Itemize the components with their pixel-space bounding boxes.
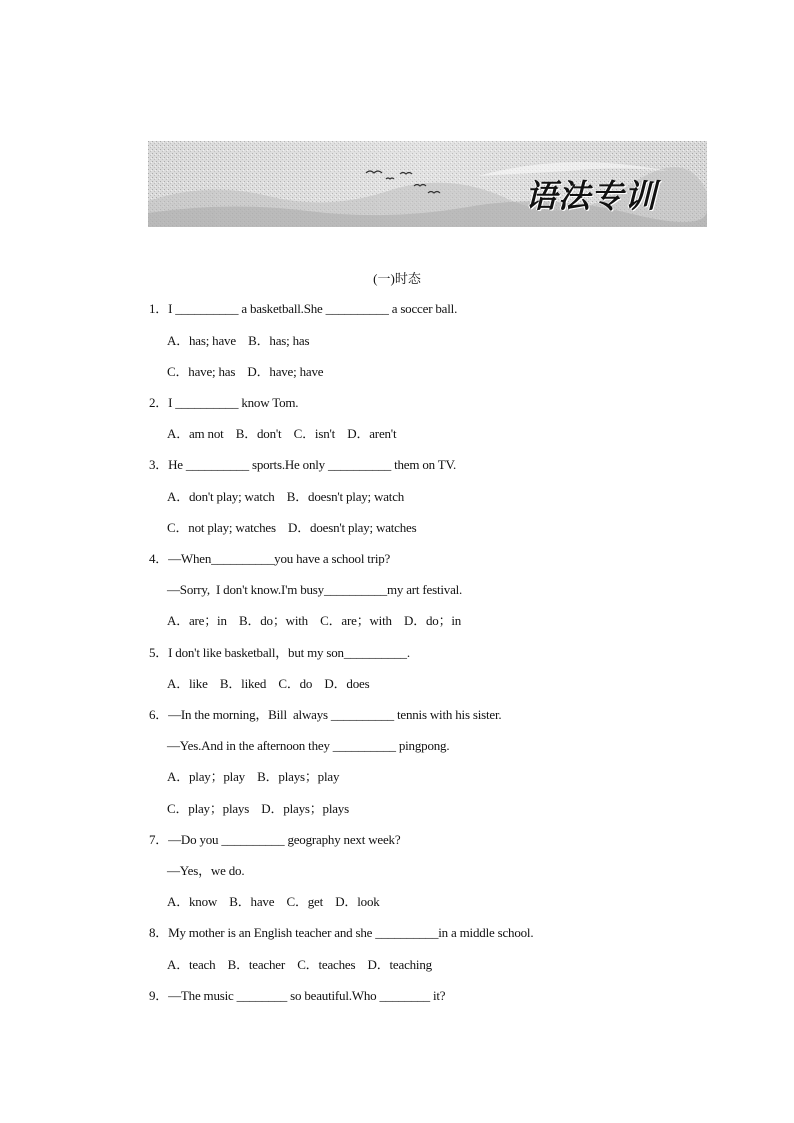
question-3-options-cd: C．not play; watches D．doesn't play; watches [167,520,417,535]
question-6-reply: —Yes.And in the afternoon they __________ pingpong. [167,738,450,753]
question-6-options-cd: C．play；plays D．plays；plays [167,801,349,816]
question-4: 4．—When__________you have a school trip? [149,551,391,566]
question-6-options-ab: A．play；play B．plays；play [167,769,340,784]
question-4-reply: —Sorry, I don't know.I'm busy__________my art festival. [167,582,463,597]
question-5: 5．I don't like basketball，but my son__________. [149,645,410,660]
question-1-options-ab: A．has; have B．has; has [167,333,310,348]
question-1-options-cd: C．have; has D．have; have [167,364,324,379]
question-1: 1．I __________ a basketball.She __________ a soccer ball. [149,301,458,316]
header-banner [148,141,707,227]
question-6: 6．—In the morning，Bill always __________ tennis with his sister. [149,707,502,722]
question-7-reply: —Yes，we do. [167,863,245,878]
question-2: 2．I __________ know Tom. [149,395,299,410]
question-8-options: A．teach B．teacher C．teaches D．teaching [167,957,432,972]
question-3-options-ab: A．don't play; watch B．doesn't play; watch [167,489,405,504]
question-2-options: A．am not B．don't C．isn't D．aren't [167,426,397,441]
question-5-options: A．like B．liked C．do D．does [167,676,370,691]
question-4-options: A．are；in B．do；with C．are；with D．do；in [167,613,462,628]
question-7-options: A．know B．have C．get D．look [167,894,380,909]
question-9: 9．—The music ________ so beautiful.Who ________ it? [149,988,446,1003]
question-3: 3．He __________ sports.He only __________ them on TV. [149,457,457,472]
banner-title: 语法专训 [524,177,657,215]
question-7: 7．—Do you __________ geography next week? [149,832,401,847]
question-8: 8．My mother is an English teacher and she __________in a middle school. [149,925,534,940]
section-title: (一)时态 [373,271,421,286]
